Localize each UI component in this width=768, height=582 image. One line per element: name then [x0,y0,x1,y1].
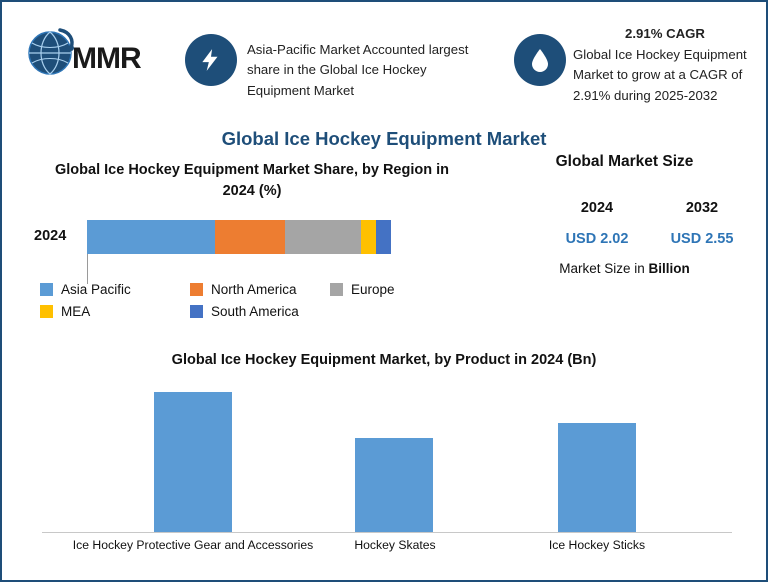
legend-item-mea [40,304,190,319]
legend-label: MEA [61,304,91,319]
legend-item-south-america [190,304,299,319]
page-title: Global Ice Hockey Equipment Market [221,128,547,149]
legend-swatch-icon [330,283,343,296]
legend-swatch-icon [40,283,53,296]
product-category-label-3: Ice Hockey Sticks [548,538,646,552]
header-item-1-text: Asia-Pacific Market Accounted largest share in the Global Ice Hockey Equipment Market [247,42,469,98]
share-chart-category-label: 2024 [34,228,67,244]
legend-label: Asia Pacific [61,282,131,297]
lightning-bolt-icon [185,34,237,86]
market-size-footnote-prefix: Market Size in [559,261,649,276]
product-chart-title: Global Ice Hockey Equipment Market, by Product in 2024 (Bn) [171,352,597,368]
product-category-label-1: Ice Hockey Protective Gear and Accessories [72,538,314,552]
header-item-2-text: Global Ice Hockey Equipment Market to grow at a CAGR of 2.91% during 2025-2032 [573,47,747,103]
legend-swatch-icon [190,283,203,296]
market-size-footnote-unit: Billion [648,261,690,276]
brand-logo [14,20,174,90]
share-chart-axis-tick [87,254,88,284]
legend-label: South America [211,304,299,319]
legend-swatch-icon [40,305,53,318]
market-size-year-2032: 2032 [685,200,719,216]
share-chart-title: Global Ice Hockey Equipment Market Share, by Region in 2024 (%) [54,162,449,200]
product-bar-hockey-sticks [558,423,636,532]
market-size-footnote [492,261,757,276]
market-size-value-2024: USD 2.02 [565,231,629,247]
product-bar-hockey-skates [355,438,433,532]
bar-segment-europe [285,220,361,254]
market-size-title: Global Market Size [555,153,694,170]
share-chart-legend [40,282,460,326]
bar-segment-south-america [376,220,391,254]
legend-item-asia-pacific [40,282,190,297]
brand-name: MMR [72,42,141,75]
legend-item-north-america [190,282,330,297]
market-size-value-2032: USD 2.55 [670,231,734,247]
bar-segment-mea [361,220,376,254]
header-item-2-headline: 2.91% CAGR [625,26,705,41]
legend-row-2 [40,304,460,319]
share-stacked-bar [87,220,391,254]
bar-segment-asia-pacific [87,220,215,254]
legend-swatch-icon [190,305,203,318]
product-category-label-2: Hockey Skates [354,538,436,552]
market-size-year-2024: 2024 [580,200,614,216]
legend-label: North America [211,282,297,297]
product-chart-baseline [42,532,732,533]
product-chart-plot [42,380,732,532]
legend-item-europe [330,282,395,297]
header [2,2,766,112]
legend-label: Europe [351,282,395,297]
legend-row-1 [40,282,460,297]
product-bar-protective-gear [154,392,232,532]
water-drop-icon [514,34,566,86]
bar-segment-north-america [215,220,285,254]
